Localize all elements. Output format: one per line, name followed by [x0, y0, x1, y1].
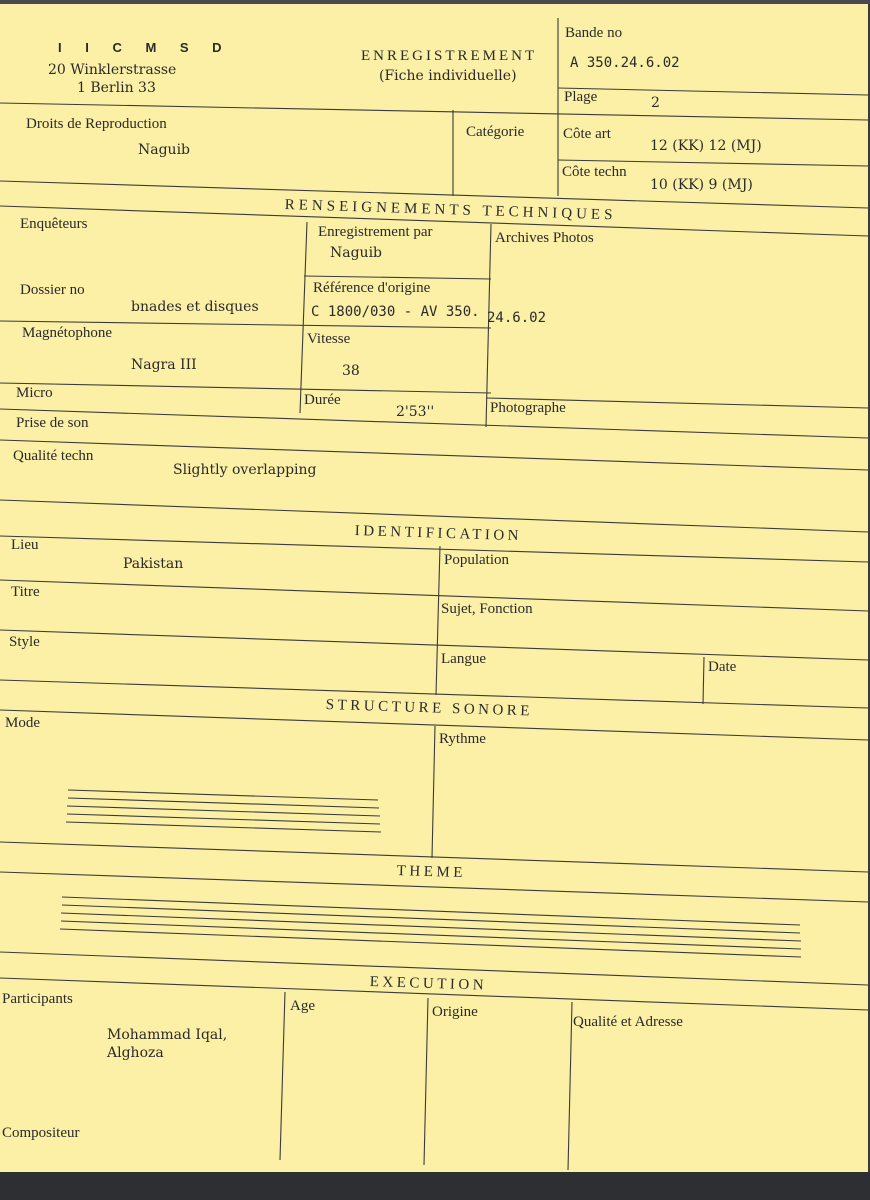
- cote-techn-label: Côte techn: [562, 164, 627, 180]
- prise-de-son-label: Prise de son: [16, 415, 89, 431]
- photographe-label: Photographe: [490, 400, 566, 416]
- cote-techn-value: 10 (KK) 9 (MJ): [650, 177, 753, 193]
- categorie-label: Catégorie: [466, 124, 525, 140]
- qualite-techn-label: Qualité techn: [13, 448, 94, 464]
- form-title: ENREGISTREMENT: [361, 48, 538, 64]
- cote-art-label: Côte art: [563, 126, 611, 142]
- mode-label: Mode: [5, 715, 40, 731]
- identification-section-title: IDENTIFICATION: [354, 523, 523, 545]
- langue-label: Langue: [441, 651, 486, 667]
- origine-label: Origine: [432, 1004, 478, 1020]
- plage-value: 2: [651, 95, 660, 111]
- technical-section-title: RENSEIGNEMENTS TECHNIQUES: [284, 197, 617, 224]
- enregistrement-par-label: Enregistrement par: [318, 224, 433, 240]
- reference-value-cont: 24.6.02: [487, 310, 547, 326]
- age-label: Age: [290, 998, 315, 1014]
- population-label: Population: [444, 552, 510, 568]
- rythme-label: Rythme: [439, 731, 486, 747]
- form-subtitle: (Fiche individuelle): [379, 68, 517, 84]
- scan-edge-top: [0, 0, 870, 4]
- participants-value-line2: Alghoza: [107, 1045, 164, 1061]
- archives-photos-label: Archives Photos: [495, 230, 594, 246]
- dossier-value: bnades et disques: [131, 299, 259, 315]
- magnetophone-value: Nagra III: [131, 357, 197, 373]
- qualite-techn-value: Slightly overlapping: [173, 462, 317, 478]
- bande-label: Bande no: [565, 25, 623, 41]
- titre-label: Titre: [11, 584, 40, 600]
- bande-value: A 350.24.6.02: [570, 55, 680, 71]
- duree-label: Durée: [304, 392, 341, 408]
- org-name: I I C M S D: [58, 40, 232, 55]
- org-address-line1: 20 Winklerstrasse: [48, 62, 177, 78]
- execution-section-title: EXECUTION: [369, 974, 488, 994]
- participants-label: Participants: [2, 991, 73, 1007]
- plage-label: Plage: [564, 89, 598, 105]
- scan-edge-bottom: [0, 1172, 870, 1200]
- enqueteurs-label: Enquêteurs: [20, 216, 88, 232]
- enregistrement-par-value: Naguib: [330, 245, 383, 261]
- compositeur-label: Compositeur: [2, 1125, 80, 1141]
- reference-label: Référence d'origine: [313, 280, 431, 296]
- micro-label: Micro: [16, 385, 53, 401]
- theme-section-title: THEME: [396, 863, 467, 882]
- date-label: Date: [708, 659, 737, 675]
- structure-section-title: STRUCTURE SONORE: [325, 697, 534, 720]
- droits-label: Droits de Reproduction: [26, 116, 167, 132]
- droits-value: Naguib: [138, 142, 191, 158]
- cote-art-value: 12 (KK) 12 (MJ): [650, 138, 762, 154]
- dossier-label: Dossier no: [20, 282, 85, 298]
- participants-value-line1: Mohammad Iqal,: [107, 1027, 228, 1043]
- sujet-fonction-label: Sujet, Fonction: [441, 601, 533, 617]
- lieu-value: Pakistan: [123, 556, 184, 572]
- qualite-adresse-label: Qualité et Adresse: [573, 1014, 683, 1030]
- reference-value: C 1800/030 - AV 350.: [311, 304, 480, 320]
- magnetophone-label: Magnétophone: [22, 325, 112, 341]
- vitesse-value: 38: [342, 363, 360, 379]
- style-label: Style: [9, 634, 40, 650]
- org-address-line2: 1 Berlin 33: [77, 80, 156, 96]
- vitesse-label: Vitesse: [307, 331, 351, 347]
- lieu-label: Lieu: [11, 537, 39, 553]
- duree-value: 2'53'': [396, 404, 435, 420]
